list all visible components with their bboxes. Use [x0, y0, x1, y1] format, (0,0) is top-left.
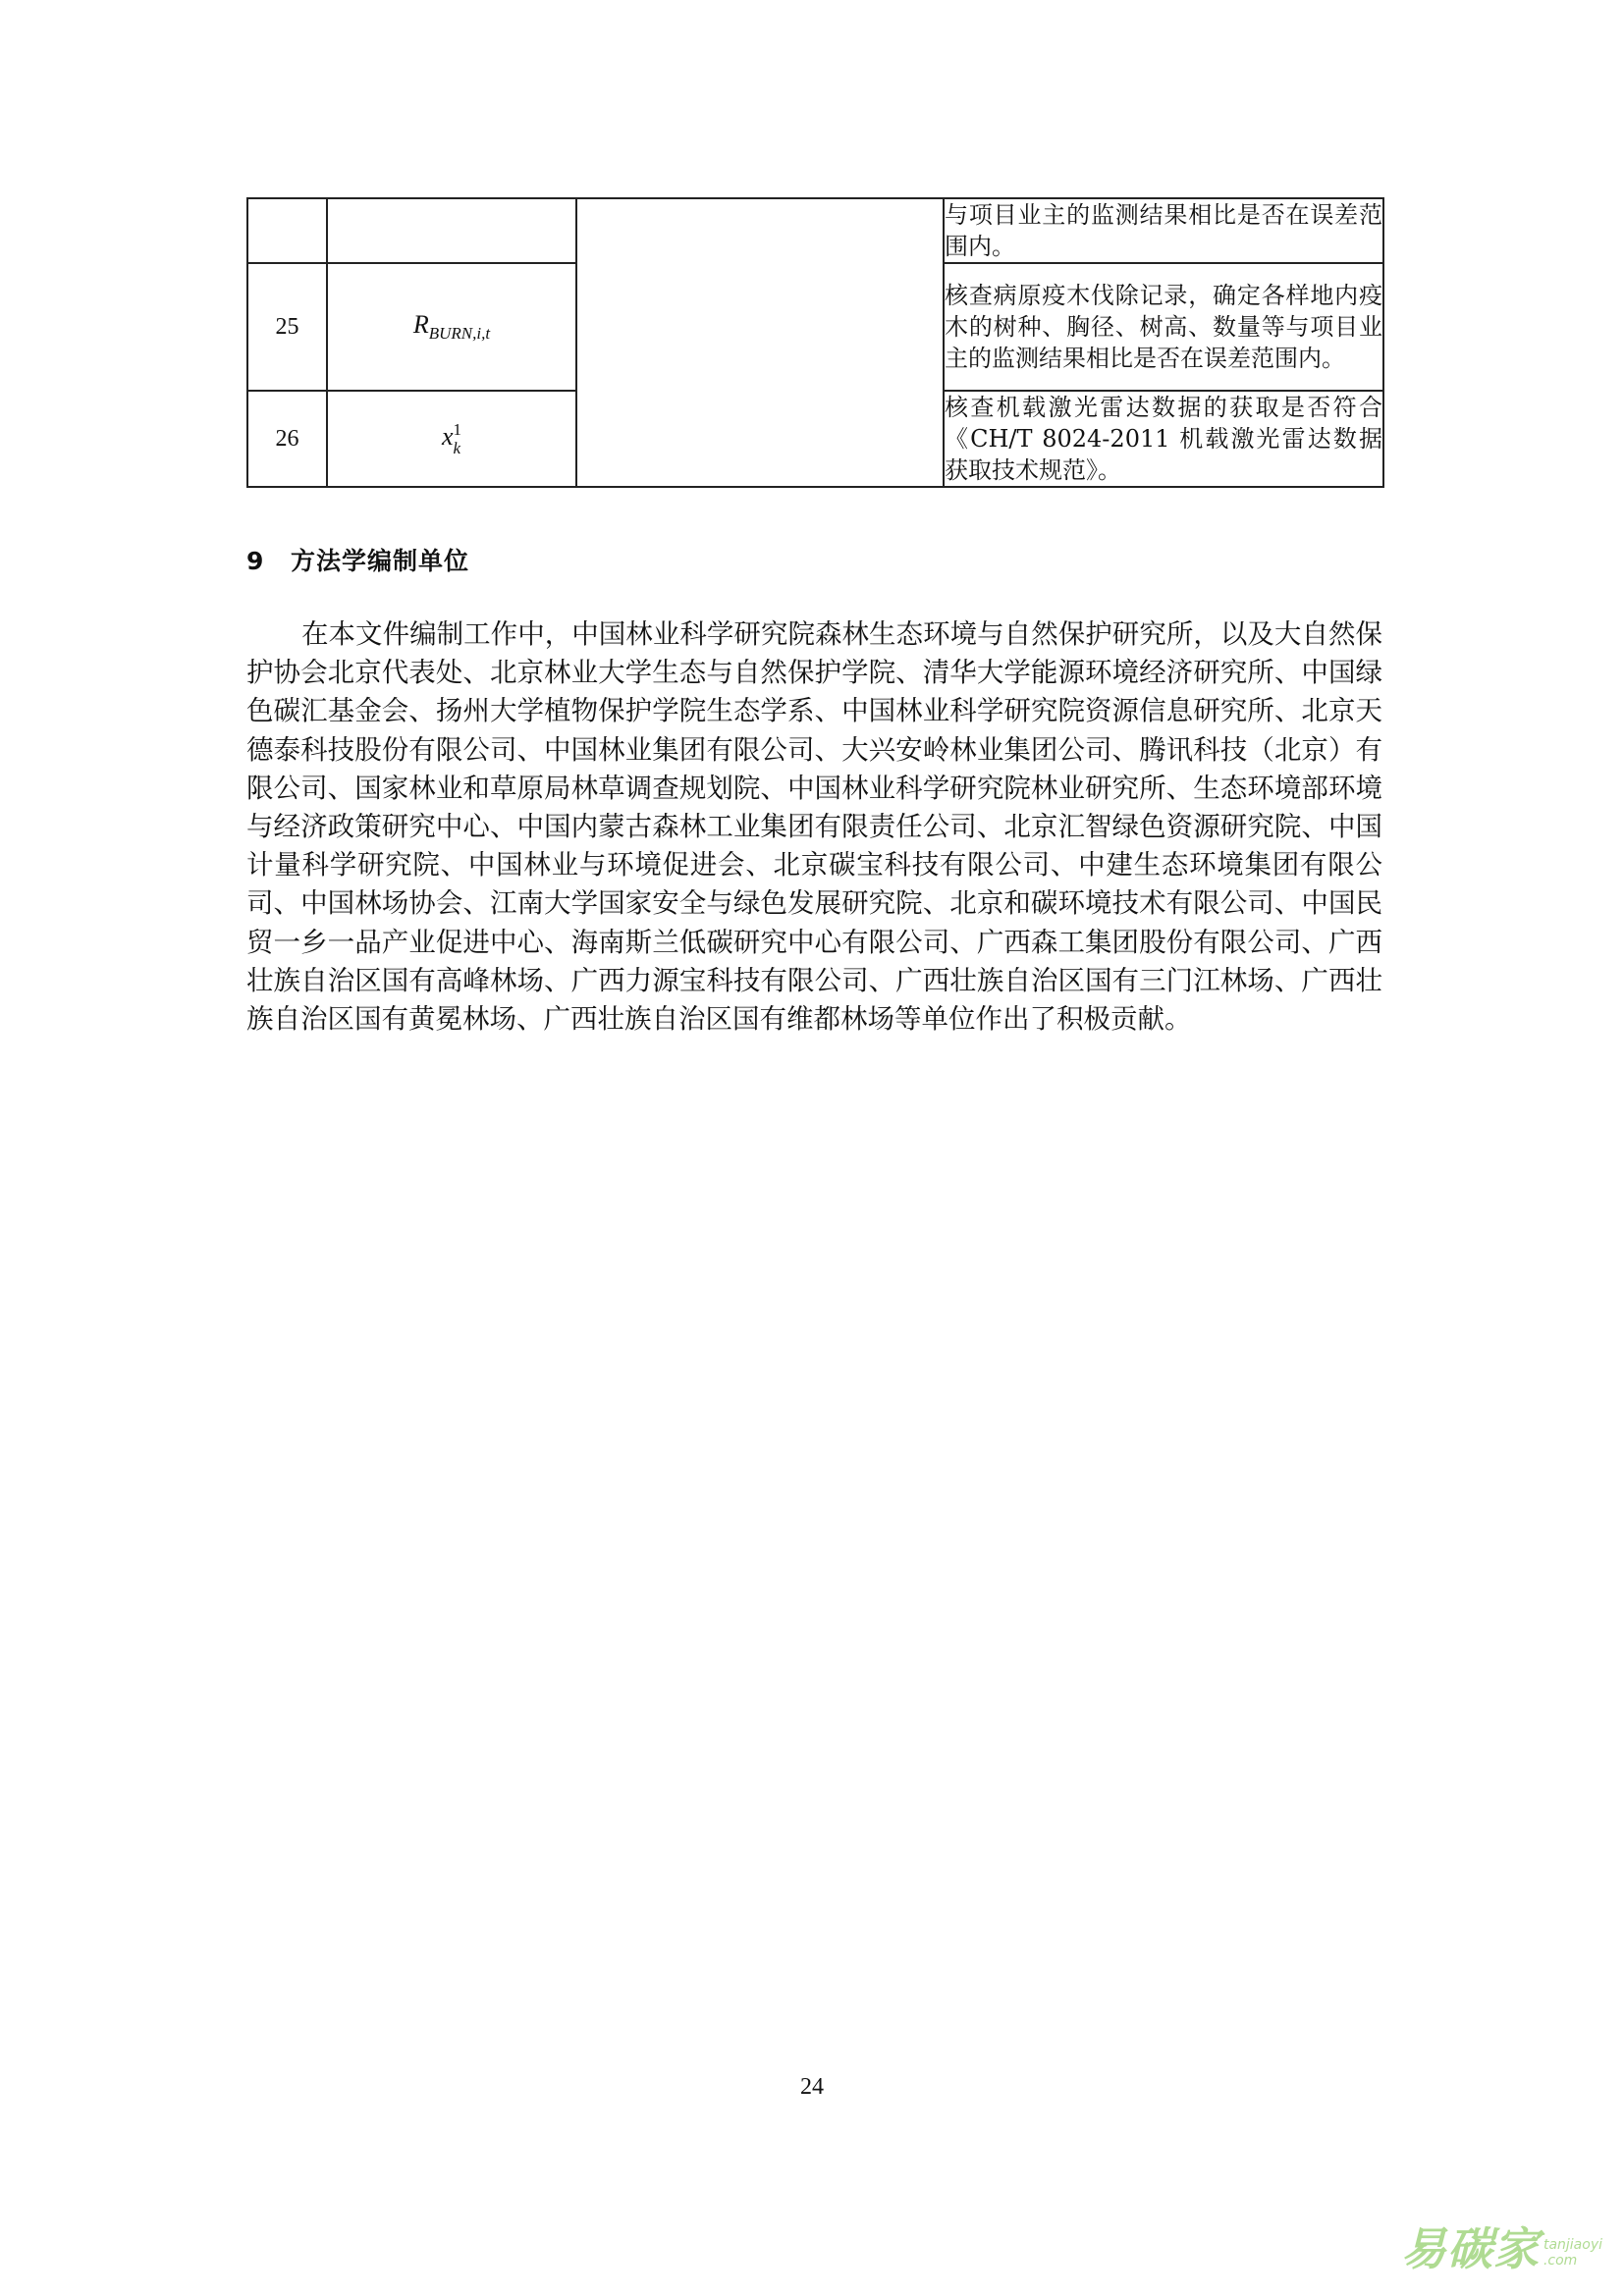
- parameter-cell: [327, 263, 576, 391]
- check-description-cell: 与项目业主的监测结果相比是否在误差范围内。: [944, 198, 1383, 263]
- row-number-cell: 25: [247, 263, 327, 391]
- section-title: 方法学编制单位: [291, 547, 470, 575]
- watermark-text: 易碳家: [1400, 2222, 1540, 2275]
- parameter-symbol: R: [412, 310, 429, 339]
- table-row: [247, 198, 1383, 263]
- watermark-domain-line1: tanjiaoyi: [1543, 2237, 1602, 2253]
- parameter-superscript: 1: [453, 420, 462, 439]
- section-heading: [246, 542, 469, 581]
- parameter-cell: [327, 391, 576, 487]
- watermark-logo: [1401, 2214, 1602, 2278]
- page-number: 24: [800, 2074, 824, 2100]
- check-description-cell: 核查机载激光雷达数据的获取是否符合《CH/T 8024-2011 机载激光雷达数据获取技术规范》。: [944, 391, 1383, 487]
- row-number-cell: 26: [247, 391, 327, 487]
- body-paragraph: 在本文件编制工作中，中国林业科学研究院森林生态环境与自然保护研究所，以及大自然保护协会北京代表处、北京林业大学生态与自然保护学院、清华大学能源环境经济研究所、中国绿色碳汇基金会、扬州大学植物保护学院生态学系、中国林业科学研究院资源信息研究所、北京天德泰科技股份有限公司、中国林业集团有限公司、大兴安岭林业集团公司、腾讯科技（北京）有限公司、国家林业和草原局林草调查规划院、中国林业科学研究院林业研究所、生态环境部环境与经济政策研究中心、中国内蒙古森林工业集团有限责任公司、北京汇智绿色资源研究院、中国计量科学研究院、中国林业与环境促进会、北京碳宝科技有限公司、中建生态环境集团有限公司、中国林场协会、江南大学国家安全与绿色发展研究院、北京和碳环境技术有限公司、中国民贸一乡一品产业促进中心、海南斯兰低碳研究中心有限公司、广西森工集团股份有限公司、广西壮族自治区国有高峰林场、广西力源宝科技有限公司、广西壮族自治区国有三门江林场、广西壮族自治区国有黄冕林场、广西壮族自治区国有维都林场等单位作出了积极贡献。: [246, 618, 1382, 1036]
- merged-method-cell: [576, 198, 944, 487]
- row-number-cell: [247, 198, 327, 263]
- verification-table: [246, 197, 1384, 488]
- watermark-domain: [1543, 2237, 1602, 2269]
- check-description-cell: 核查病原疫木伐除记录，确定各样地内疫木的树种、胸径、树高、数量等与项目业主的监测结果相比是否在误差范围内。: [944, 263, 1383, 391]
- parameter-subscript: BURN,i,t: [428, 324, 491, 343]
- parameter-symbol: x: [441, 421, 454, 451]
- parameter-subscript: k: [453, 439, 461, 457]
- watermark-domain-line2: .com: [1543, 2253, 1578, 2269]
- section-number: 9: [246, 547, 265, 575]
- parameter-cell: [327, 198, 576, 263]
